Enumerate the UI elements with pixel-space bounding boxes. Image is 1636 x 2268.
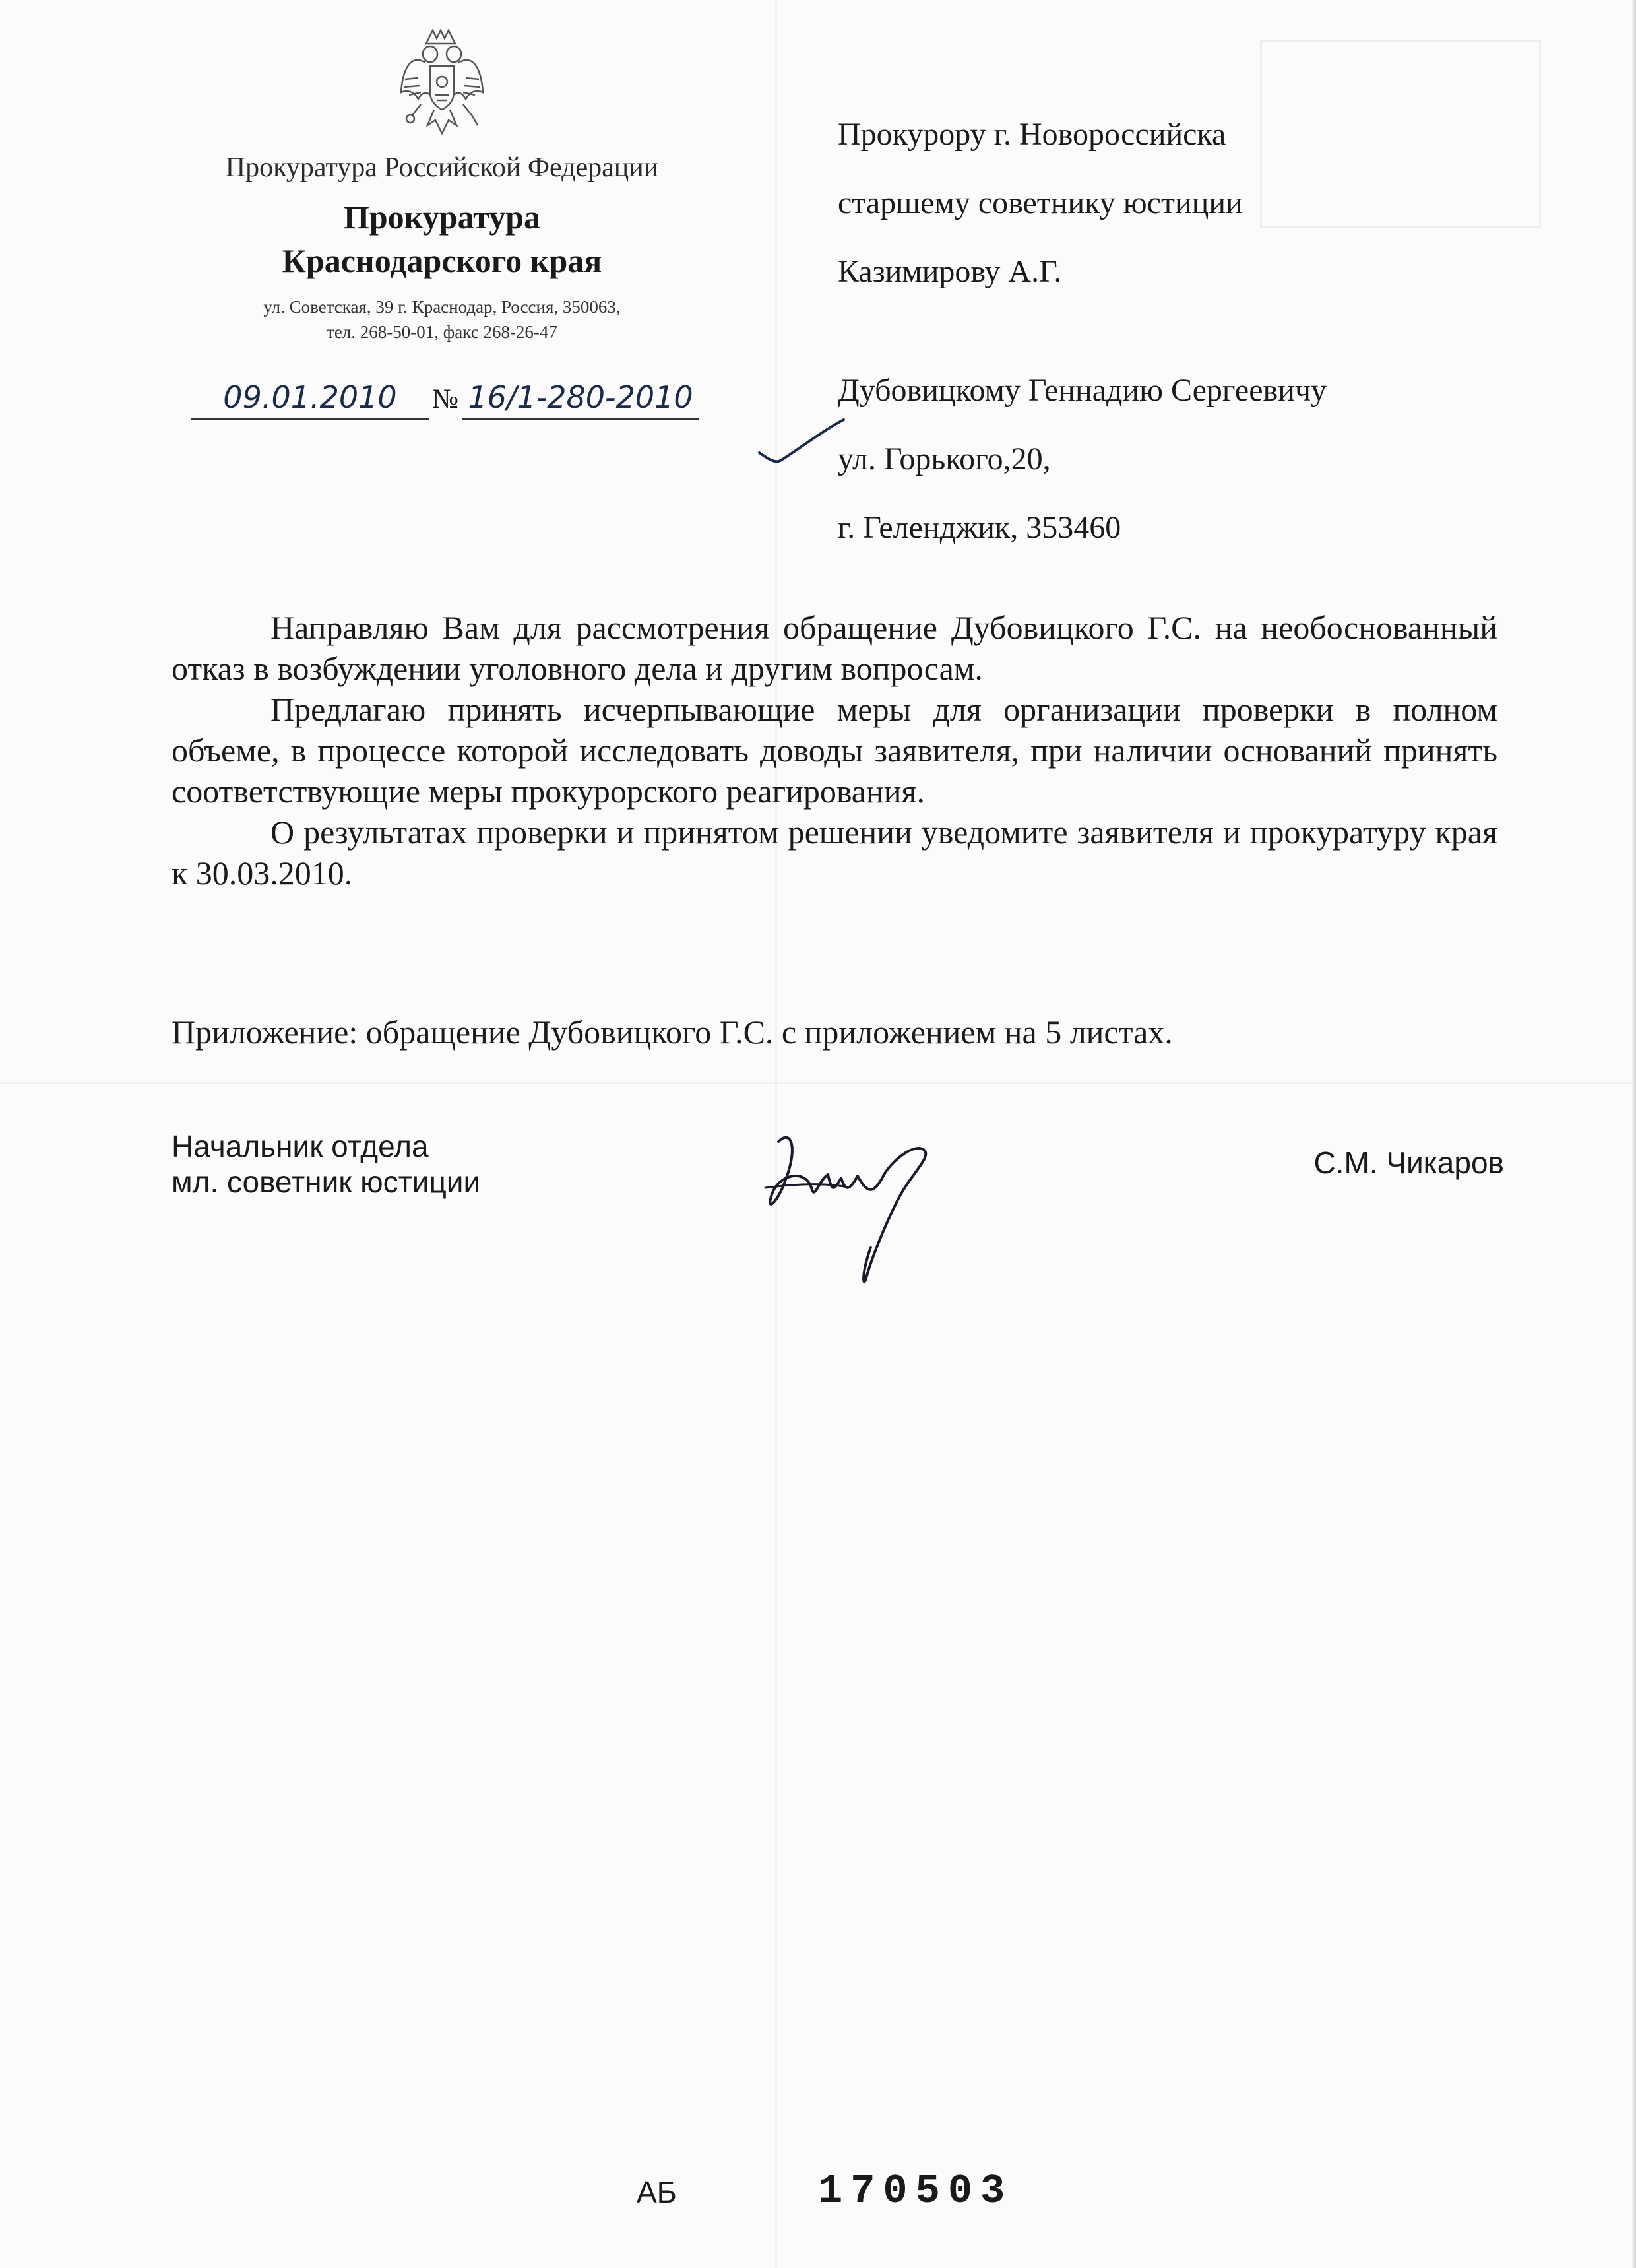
form-series: АБ: [637, 2175, 677, 2209]
registration-number-sign: №: [432, 384, 459, 414]
addressee-applicant-line-3: г. Геленджик, 353460: [838, 510, 1121, 545]
coat-of-arms-icon: [396, 26, 488, 139]
org-name-line-1: Прокуратура: [343, 199, 541, 236]
org-address-line-1: ул. Советская, 39 г. Краснодар, Россия, 350063,: [263, 297, 621, 317]
org-name-line-2: Краснодарского края: [282, 242, 602, 279]
addressee-applicant-line-1: Дубовицкому Геннадию Сергеевичу: [838, 373, 1327, 408]
org-address: [165, 294, 719, 344]
org-address-line-2: тел. 268-50-01, факс 268-26-47: [327, 322, 557, 342]
form-serial-number: 170503: [818, 2168, 1013, 2215]
addressee-prosecutor: [838, 100, 1243, 306]
addressee-prosecutor-line-2: старшему советнику юстиции: [838, 185, 1243, 220]
letter-body: [172, 607, 1497, 893]
addressee-applicant: [838, 356, 1327, 562]
addressee-applicant-line-2: ул. Горького,20,: [838, 441, 1051, 476]
signatory-position: [172, 1128, 480, 1200]
signatory-position-line-2: мл. советник юстиции: [172, 1165, 481, 1199]
signatory-position-line-1: Начальник отдела: [172, 1129, 429, 1163]
paper-edge: [1632, 0, 1636, 2268]
org-name: [165, 195, 719, 282]
letterhead: [165, 26, 719, 344]
addressee-prosecutor-line-1: Прокурору г. Новороссийска: [838, 117, 1226, 152]
org-parent-name: Прокуратура Российской Федерации: [225, 152, 659, 183]
check-mark-icon: [755, 416, 848, 469]
body-paragraph-1: Направляю Вам для рассмотрения обращение Дубовицкого Г.С. на необоснованный отказ в возбуждении уголовного дела и другим вопросам.: [172, 609, 1497, 687]
paper-fold-horizontal: [0, 1082, 1636, 1084]
addressee-prosecutor-line-3: Казимирову А.Г.: [838, 254, 1062, 289]
body-paragraph-2: Предлагаю принять исчерпывающие меры для организации проверки в полном объеме, в процессе которой исследовать доводы заявителя, при наличии оснований принять соответствующие меры прокурорского реагирования.: [172, 691, 1497, 810]
body-paragraph-3: О результатах проверки и принятом решении уведомите заявителя и прокуратуру края к 30.03.2010.: [172, 814, 1497, 891]
attachment-note: Приложение: обращение Дубовицкого Г.С. с приложением на 5 листах.: [172, 1014, 1173, 1051]
registration-number: 16/1-280-2010: [462, 376, 699, 420]
signatory-name: С.М. Чикаров: [1313, 1146, 1504, 1180]
faint-stamp-outline: [1260, 40, 1541, 228]
registration-date: 09.01.2010: [191, 376, 429, 420]
handwritten-signature: [752, 1122, 950, 1293]
